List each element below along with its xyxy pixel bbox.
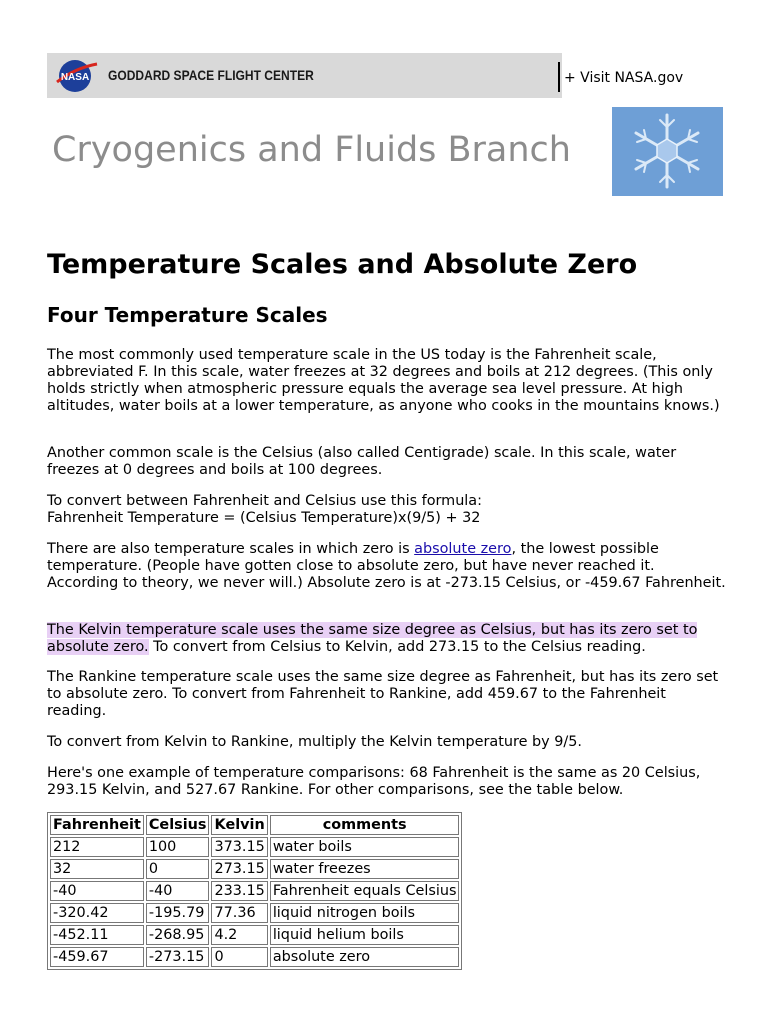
header-divider [558, 62, 560, 92]
visit-nasa-link[interactable]: + Visit NASA.gov [564, 70, 684, 86]
cell-fahrenheit: 212 [50, 837, 144, 857]
snowflake-image [612, 107, 723, 196]
cell-kelvin: 4.2 [211, 925, 267, 945]
cell-comments: water freezes [270, 859, 460, 879]
cell-fahrenheit: -320.42 [50, 903, 144, 923]
cell-fahrenheit: -459.67 [50, 947, 144, 967]
highlighted-kelvin-text: The Kelvin temperature scale uses the same size degree as Celsius, but has its zero set to absolute zero. [47, 622, 698, 655]
formula-intro: To convert between Fahrenheit and Celsius use this formula: [47, 493, 482, 509]
cell-comments: absolute zero [270, 947, 460, 967]
cell-kelvin: 373.15 [211, 837, 267, 857]
cell-kelvin: 273.15 [211, 859, 267, 879]
cell-fahrenheit: 32 [50, 859, 144, 879]
nasa-logo[interactable] [55, 58, 99, 94]
cell-celsius: -40 [146, 881, 210, 901]
nasa-logo-text: NASA [60, 72, 90, 83]
cell-kelvin: 0 [211, 947, 267, 967]
paragraph-kelvin-to-rankine: To convert from Kelvin to Rankine, multiply the Kelvin temperature by 9/5. [47, 734, 582, 750]
absolute-zero-text-after: , the lowest possible temperature. (People have gotten close to absolute zero, but have never reached it. According to theory, we never will.) Absolute zero is at -273.15 Celsius, or -459.67 Fahrenheit. [47, 541, 726, 591]
paragraph-celsius: Another common scale is the Celsius (also called Centigrade) scale. In this scale, water freezes at 0 degrees and boils at 100 degrees. [47, 445, 677, 478]
branch-title: Cryogenics and Fluids Branch [52, 130, 571, 170]
formula-text: Fahrenheit Temperature = (Celsius Temperature)x(9/5) + 32 [47, 510, 481, 526]
cell-kelvin: 233.15 [211, 881, 267, 901]
column-header-celsius: Celsius [146, 815, 210, 835]
cell-celsius: -268.95 [146, 925, 210, 945]
table-row [50, 837, 459, 857]
kelvin-conversion-text: To convert from Celsius to Kelvin, add 273.15 to the Celsius reading. [148, 639, 646, 655]
cell-comments: liquid helium boils [270, 925, 460, 945]
cell-celsius: -273.15 [146, 947, 210, 967]
paragraph-example: Here's one example of temperature comparisons: 68 Fahrenheit is the same as 20 Celsius, 293.15 Kelvin, and 527.67 Rankine. For other comparisons, see the table below. [47, 765, 701, 798]
cell-celsius: 0 [146, 859, 210, 879]
column-header-comments: comments [270, 815, 460, 835]
cell-fahrenheit: -452.11 [50, 925, 144, 945]
column-header-fahrenheit: Fahrenheit [50, 815, 144, 835]
section-heading: Four Temperature Scales [47, 303, 328, 327]
paragraph-kelvin [47, 622, 727, 656]
cell-comments: liquid nitrogen boils [270, 903, 460, 923]
paragraph-rankine: The Rankine temperature scale uses the same size degree as Fahrenheit, but has its zero set to absolute zero. To convert from Fahrenheit to Rankine, add 459.67 to the Fahrenheit reading. [47, 669, 719, 719]
center-name[interactable]: GODDARD SPACE FLIGHT CENTER [108, 67, 314, 83]
cell-comments: Fahrenheit equals Celsius [270, 881, 460, 901]
table-row [50, 881, 459, 901]
table-row [50, 859, 459, 879]
table-row [50, 947, 459, 967]
cell-kelvin: 77.36 [211, 903, 267, 923]
cell-celsius: -195.79 [146, 903, 210, 923]
table-row [50, 903, 459, 923]
cell-fahrenheit: -40 [50, 881, 144, 901]
absolute-zero-link[interactable]: absolute zero [414, 541, 512, 557]
cell-celsius: 100 [146, 837, 210, 857]
paragraph-absolute-zero [47, 541, 727, 592]
column-header-kelvin: Kelvin [211, 815, 267, 835]
table-header-row [50, 815, 459, 835]
table-row [50, 925, 459, 945]
paragraph-formula [47, 493, 727, 527]
paragraph-fahrenheit: The most commonly used temperature scale in the US today is the Fahrenheit scale, abbreviated F. In this scale, water freezes at 32 degrees and boils at 212 degrees. (This only holds strictly when atmospheric pressure equals the average sea level pressure. At high altitudes, water boils at a lower temperature, as anyone who cooks in the mountains knows.) [47, 347, 720, 414]
temperature-table [47, 812, 462, 970]
page-title: Temperature Scales and Absolute Zero [47, 249, 638, 280]
cell-comments: water boils [270, 837, 460, 857]
absolute-zero-text-before: There are also temperature scales in which zero is [47, 541, 415, 557]
